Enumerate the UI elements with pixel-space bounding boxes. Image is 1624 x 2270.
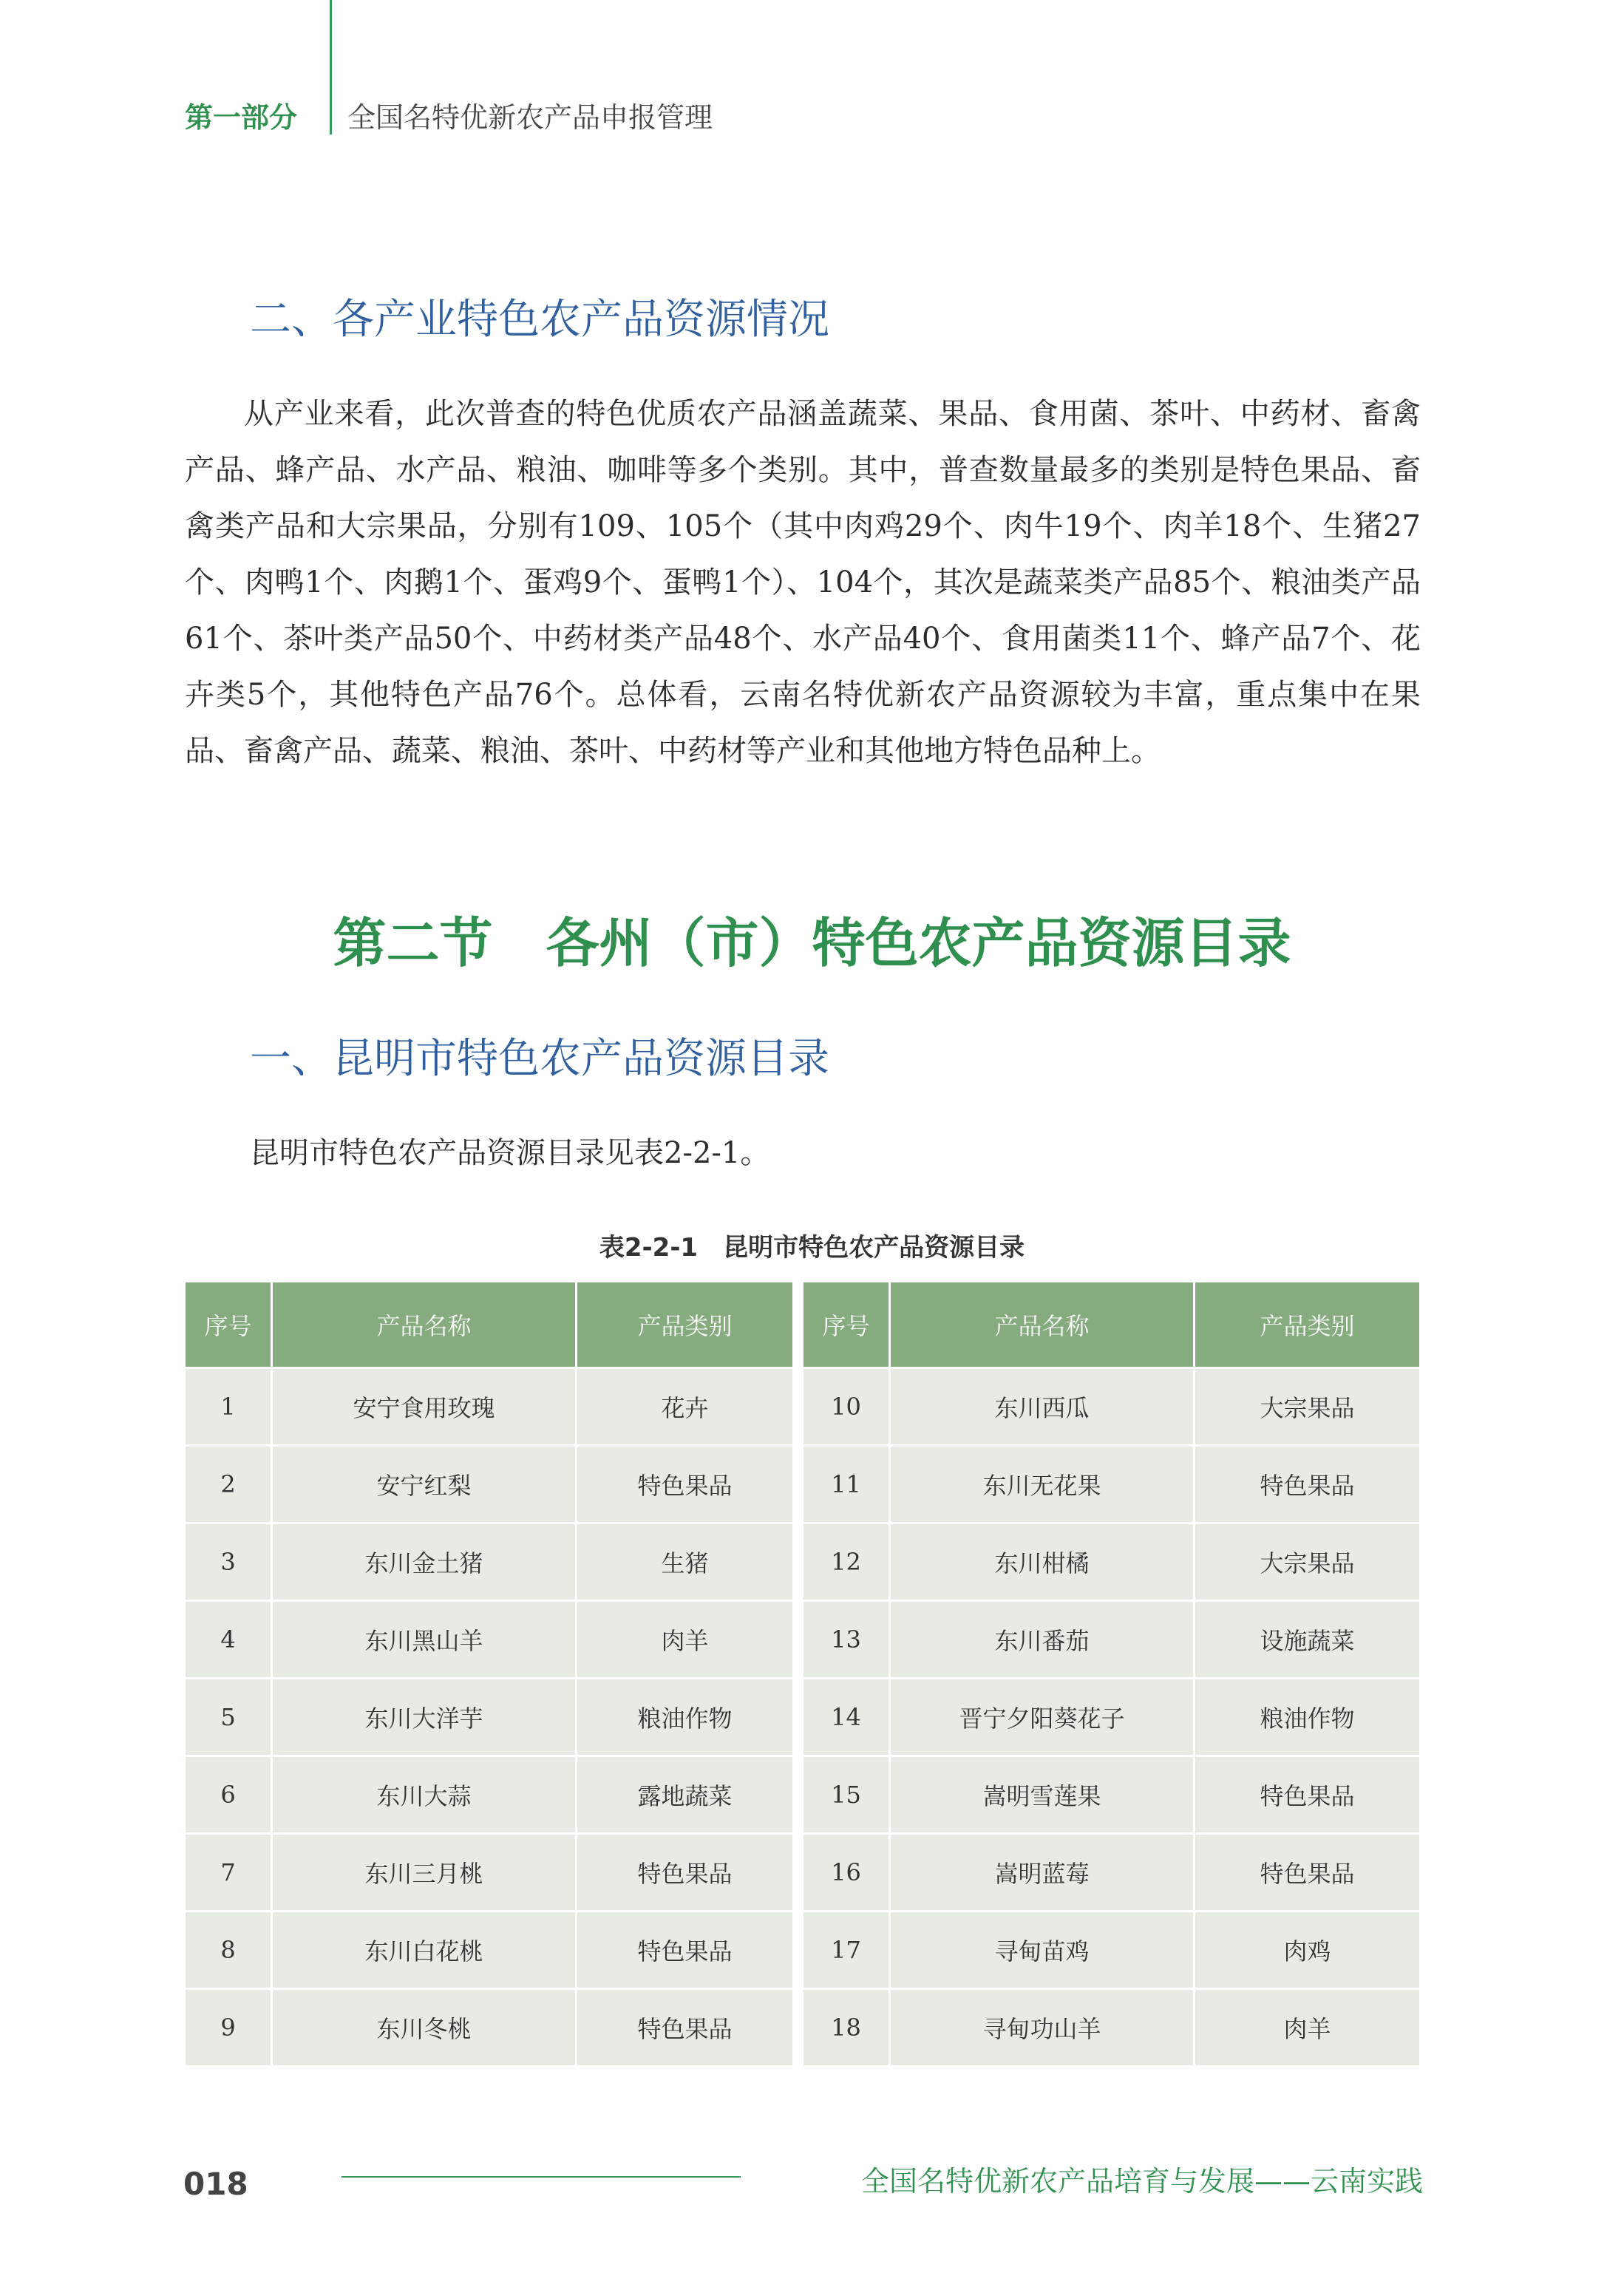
cell-product-name: 东川大洋芋 [272, 1679, 577, 1756]
footer-divider-line [342, 2176, 741, 2178]
header-product-category: 产品类别 [577, 1282, 794, 1368]
cell-index: 14 [803, 1679, 890, 1756]
table-row [803, 1446, 1421, 1523]
table-header-row [803, 1282, 1421, 1368]
cell-index: 17 [803, 1912, 890, 1989]
cell-product-category: 大宗果品 [1195, 1523, 1421, 1601]
cell-product-category: 特色果品 [577, 1834, 794, 1912]
table-row [185, 1912, 794, 1989]
table-row [185, 1756, 794, 1834]
cell-product-name: 寻甸功山羊 [890, 1989, 1195, 2067]
table-row [803, 1989, 1421, 2067]
cell-product-name: 东川黑山羊 [272, 1601, 577, 1679]
table-caption: 表2-2-1 昆明市特色农产品资源目录 [599, 1233, 1025, 1263]
header-product-name: 产品名称 [890, 1282, 1195, 1368]
cell-product-category: 粮油作物 [577, 1679, 794, 1756]
cell-product-name: 东川三月桃 [272, 1834, 577, 1912]
catalog-table-left [183, 1280, 795, 2067]
cell-index: 2 [185, 1446, 272, 1523]
table-row [803, 1912, 1421, 1989]
table-row [803, 1601, 1421, 1679]
header-part-title: 全国名特优新农产品申报管理 [347, 101, 713, 134]
cell-product-category: 生猪 [577, 1523, 794, 1601]
table-row [803, 1756, 1421, 1834]
header-product-name: 产品名称 [272, 1282, 577, 1368]
cell-index: 15 [803, 1756, 890, 1834]
cell-product-name: 嵩明蓝莓 [890, 1834, 1195, 1912]
cell-index: 5 [185, 1679, 272, 1756]
cell-index: 10 [803, 1368, 890, 1446]
cell-product-name: 东川大蒜 [272, 1756, 577, 1834]
header-product-category: 产品类别 [1195, 1282, 1421, 1368]
cell-product-name: 东川西瓜 [890, 1368, 1195, 1446]
cell-product-name: 东川无花果 [890, 1446, 1195, 1523]
cell-product-category: 特色果品 [1195, 1834, 1421, 1912]
cell-product-name: 东川柑橘 [890, 1523, 1195, 1601]
cell-index: 7 [185, 1834, 272, 1912]
table-row [185, 1523, 794, 1601]
cell-index: 3 [185, 1523, 272, 1601]
paragraph-industry-resources: 从产业来看，此次普查的特色优质农产品涵盖蔬菜、果品、食用菌、茶叶、中药材、畜禽产品、蜂产品、水产品、粮油、咖啡等多个类别。其中，普查数量最多的类别是特色果品、畜禽类产品和大宗果品，分别有109、105个（其中肉鸡29个、肉牛19个、肉羊18个、生猪27个、肉鸭1个、肉鹅1个、蛋鸡9个、蛋鸭1个）、104个，其次是蔬菜类产品85个、粮油类产品61个、茶叶类产品50个、中药材类产品48个、水产品40个、食用菌类11个、蜂产品7个、花卉类5个，其他特色产品76个。总体看，云南名特优新农产品资源较为丰富，重点集中在果品、畜禽产品、蔬菜、粮油、茶叶、中药材等产业和其他地方特色品种上。 [185, 397, 1421, 768]
cell-index: 11 [803, 1446, 890, 1523]
cell-index: 9 [185, 1989, 272, 2067]
cell-product-category: 特色果品 [1195, 1446, 1421, 1523]
header-divider-line [330, 0, 332, 135]
cell-product-category: 特色果品 [1195, 1756, 1421, 1834]
cell-product-name: 晋宁夕阳葵花子 [890, 1679, 1195, 1756]
cell-product-category: 粮油作物 [1195, 1679, 1421, 1756]
paragraph-kunming-intro: 昆明市特色农产品资源目录见表2-2-1。 [250, 1136, 770, 1170]
cell-product-name: 安宁食用玫瑰 [272, 1368, 577, 1446]
cell-index: 18 [803, 1989, 890, 2067]
table-row [803, 1679, 1421, 1756]
cell-product-name: 东川番茄 [890, 1601, 1195, 1679]
cell-product-category: 肉鸡 [1195, 1912, 1421, 1989]
cell-index: 16 [803, 1834, 890, 1912]
table-header-row [185, 1282, 794, 1368]
cell-index: 8 [185, 1912, 272, 1989]
cell-product-name: 东川白花桃 [272, 1912, 577, 1989]
header-index: 序号 [803, 1282, 890, 1368]
cell-product-category: 肉羊 [1195, 1989, 1421, 2067]
cell-index: 13 [803, 1601, 890, 1679]
table-row [185, 1368, 794, 1446]
table-row [185, 1446, 794, 1523]
table-row [803, 1523, 1421, 1601]
table-row [185, 1679, 794, 1756]
cell-product-name: 东川金土猪 [272, 1523, 577, 1601]
cell-index: 12 [803, 1523, 890, 1601]
table-row [803, 1368, 1421, 1446]
header-index: 序号 [185, 1282, 272, 1368]
cell-product-name: 嵩明雪莲果 [890, 1756, 1195, 1834]
heading-kunming-catalog: 一、昆明市特色农产品资源目录 [250, 1035, 829, 1083]
cell-product-category: 特色果品 [577, 1912, 794, 1989]
cell-product-category: 大宗果品 [1195, 1368, 1421, 1446]
cell-index: 1 [185, 1368, 272, 1446]
heading-industry-resources: 二、各产业特色农产品资源情况 [250, 296, 829, 344]
cell-index: 6 [185, 1756, 272, 1834]
table-row [185, 1834, 794, 1912]
section-title: 第二节 各州（市）特色农产品资源目录 [333, 912, 1291, 974]
header-part-label: 第一部分 [185, 101, 298, 134]
cell-product-category: 花卉 [577, 1368, 794, 1446]
cell-product-category: 肉羊 [577, 1601, 794, 1679]
catalog-table-right [801, 1280, 1421, 2067]
cell-product-category: 设施蔬菜 [1195, 1601, 1421, 1679]
cell-product-name: 寻甸苗鸡 [890, 1912, 1195, 1989]
cell-product-name: 东川冬桃 [272, 1989, 577, 2067]
page-number: 018 [183, 2166, 248, 2202]
cell-product-category: 露地蔬菜 [577, 1756, 794, 1834]
table-row [803, 1834, 1421, 1912]
cell-product-name: 安宁红梨 [272, 1446, 577, 1523]
cell-product-category: 特色果品 [577, 1446, 794, 1523]
table-row [185, 1989, 794, 2067]
cell-product-category: 特色果品 [577, 1989, 794, 2067]
table-row [185, 1601, 794, 1679]
cell-index: 4 [185, 1601, 272, 1679]
footer-book-title: 全国名特优新农产品培育与发展——云南实践 [860, 2165, 1423, 2198]
